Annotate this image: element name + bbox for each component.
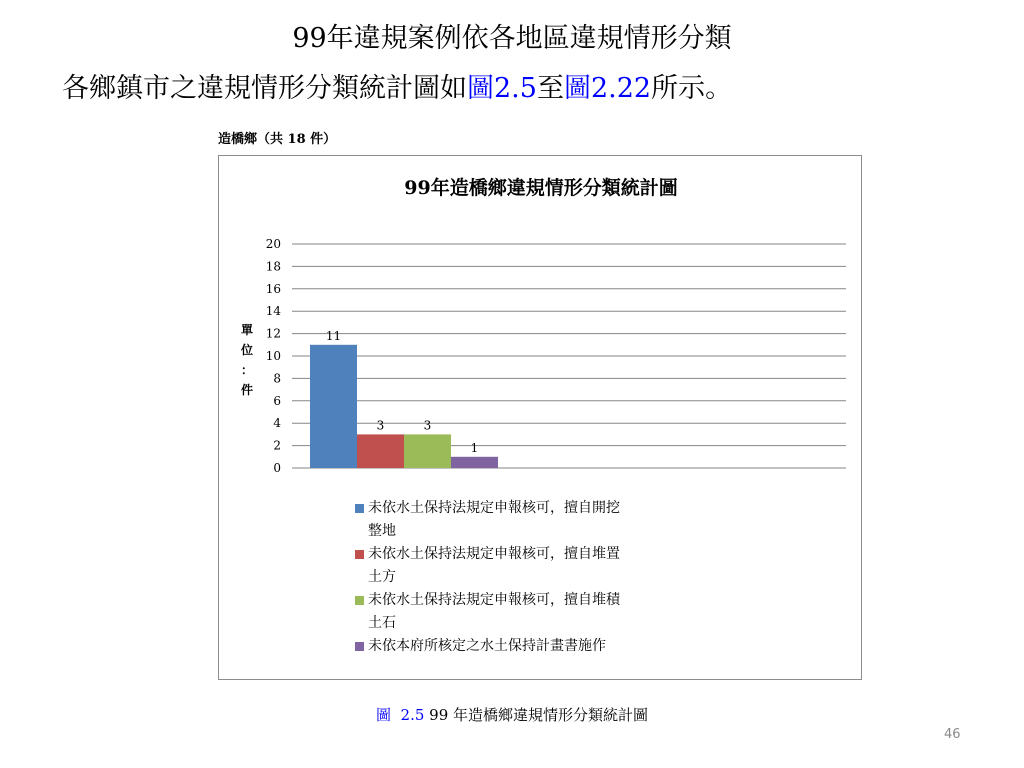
heading-figure-b-label: 圖	[563, 73, 591, 104]
bar-1	[357, 434, 404, 468]
legend-item-excavation	[355, 497, 725, 543]
y-tick-label-18: 18	[265, 259, 281, 274]
legend-item-plan-noncompliance	[355, 635, 725, 658]
heading-figure-b-number: 2.22	[590, 73, 652, 104]
heading-prefix: 各鄉鎮市之違規情形分類統計圖如	[62, 73, 467, 104]
y-tick-label-0: 0	[273, 461, 281, 475]
legend-swatch-excavation	[355, 504, 364, 513]
legend-label-plan-noncompliance: 未依本府所核定之水土保持計畫書施作	[368, 638, 606, 654]
legend-swatch-rock-pile	[355, 596, 364, 605]
y-tick-label-12: 12	[265, 326, 281, 341]
y-tick-label-4: 4	[273, 416, 281, 431]
page-number: 46	[944, 727, 961, 742]
bar-2	[404, 434, 451, 468]
legend-label-rock-pile-line2: 土石	[368, 615, 396, 631]
y-axis-label-char-3: 件	[240, 383, 254, 397]
y-tick-label-2: 2	[273, 438, 281, 453]
chart-label: 造橋鄉（共 18 件）	[218, 132, 337, 147]
legend-item-rock-pile	[355, 589, 725, 635]
bar-3	[451, 457, 498, 468]
bar-value-label-3: 1	[470, 440, 479, 455]
heading-suffix: 所示。	[651, 73, 733, 104]
slide-heading-line1: 99年違規案例依各地區違規情形分類	[292, 23, 732, 54]
legend-label-earth-pile-line1: 未依水土保持法規定申報核可，擅自堆置	[368, 546, 620, 562]
y-tick-label-8: 8	[273, 371, 281, 386]
y-tick-label-16: 16	[265, 281, 281, 296]
bar-value-label-2: 3	[423, 418, 432, 433]
bar-0	[310, 345, 357, 468]
y-tick-label-14: 14	[265, 304, 281, 319]
legend-label-excavation-line1: 未依水土保持法規定申報核可，擅自開挖	[368, 500, 620, 516]
legend-item-earth-pile	[355, 543, 725, 589]
heading-figure-link-a[interactable]	[467, 73, 537, 104]
y-axis-label-char-1: 位	[240, 343, 254, 357]
bar-value-label-0: 11	[325, 328, 342, 343]
y-tick-label-20: 20	[265, 237, 281, 251]
y-tick-label-10: 10	[265, 349, 281, 363]
legend-label-earth-pile-line2: 土方	[368, 569, 396, 585]
bar-value-label-1: 3	[376, 418, 385, 433]
caption-text: 99 年造橋鄉違規情形分類統計圖	[429, 706, 649, 724]
caption-figure-label: 圖	[375, 706, 391, 724]
heading-figure-a-label: 圖	[467, 73, 494, 104]
y-axis-label-char-2: ：	[240, 363, 254, 377]
legend-label-excavation-line2: 整地	[368, 523, 396, 539]
y-tick-label-6: 6	[273, 393, 281, 408]
heading-figure-a-number: 2.5	[494, 73, 537, 104]
caption-figure-number: 2.5	[400, 706, 425, 724]
chart-legend	[355, 497, 725, 658]
legend-swatch-earth-pile	[355, 550, 364, 559]
figure-caption	[0, 704, 1024, 725]
legend-swatch-plan-noncompliance	[355, 642, 364, 651]
chart-title: 99年造橋鄉違規情形分類統計圖	[404, 177, 678, 199]
slide-heading-line2	[62, 72, 732, 106]
heading-figure-link-b[interactable]	[564, 73, 651, 104]
y-axis-label-char-0: 單	[240, 323, 254, 337]
legend-label-rock-pile-line1: 未依水土保持法規定申報核可，擅自堆積	[368, 592, 620, 608]
heading-between: 至	[536, 73, 564, 104]
